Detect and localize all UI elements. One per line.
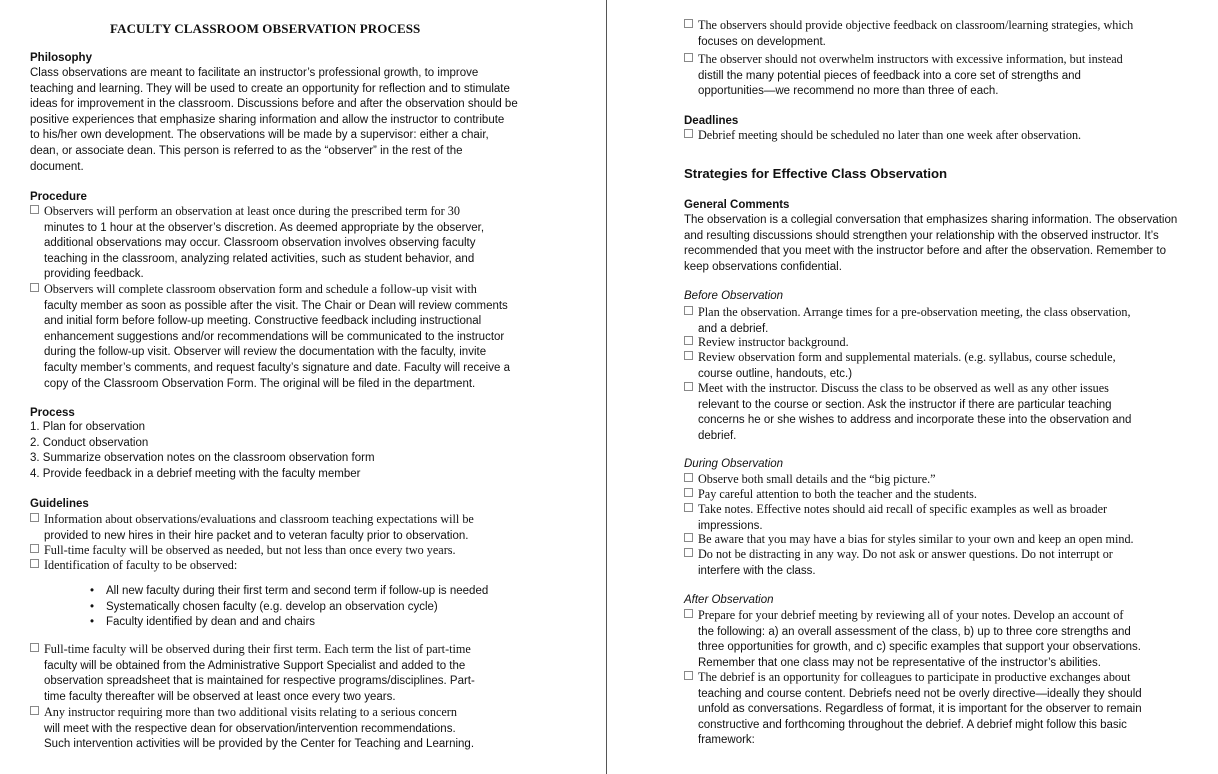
checkbox-icon xyxy=(684,382,693,391)
procedure-heading: Procedure xyxy=(30,191,87,203)
checkbox-icon xyxy=(30,513,39,522)
guideline-item: Information about observations/evaluations and classroom teaching expectations will be provided to new hires in their hire packet and to veteran faculty prior to observation. xyxy=(30,512,474,544)
after-observation-heading: After Observation xyxy=(684,594,774,606)
philosophy-line: ideas for improvement in the classroom. Discussions before and after the observation should be xyxy=(30,98,518,111)
after-item: The debrief is an opportunity for colleagues to participate in productive exchanges about teaching and course content. Debriefs need not be overly directive—ideally they should unfold as conversations. Regardless of format, it is important for the observer to remain constructive and forthcoming throughout the debrief. A debrief might follow this basic framework: xyxy=(684,670,1142,749)
before-observation-heading: Before Observation xyxy=(684,290,784,302)
general-comments-paragraph: The observation is a collegial conversation that emphasizes sharing information. The observation and resulting discussions should strengthen your relationship with the observed instructor. It’s recommended that you meet with the instructor before and after the observation. Remember to keep observations confidential. xyxy=(684,214,1178,273)
list-item: • All new faculty during their first term and second term if follow-up is needed xyxy=(90,584,488,600)
deadlines-heading: Deadlines xyxy=(684,115,739,127)
process-step: 4. Provide feedback in a debrief meeting with the faculty member xyxy=(30,467,361,480)
guideline-item: Full-time faculty will be observed as needed, but not less than once every two years. xyxy=(30,543,456,560)
checkbox-icon xyxy=(684,488,693,497)
during-item: Take notes. Effective notes should aid recall of specific examples as well as broader impressions. xyxy=(684,502,1107,534)
after-item: Prepare for your debrief meeting by reviewing all of your notes. Develop an account of the following: a) an overall assessment of the class, b) up to three core strengths and three opportunities for growth, and c) specific examples that support your observations. Remember that one class may not be representative of the instructor’s abilities. xyxy=(684,608,1141,671)
checkbox-icon xyxy=(30,643,39,652)
before-item: Plan the observation. Arrange times for a pre-observation meeting, the class observation, and a debrief. xyxy=(684,305,1131,337)
before-item: Meet with the instructor. Discuss the class to be observed as well as any other issues relevant to the course or section. Ask the instructor if there are particular teaching concerns he or she wishes to address and incorporate these into the observation and debrief. xyxy=(684,381,1131,444)
feedback-item: The observers should provide objective feedback on classroom/learning strategies, which focuses on development. xyxy=(684,18,1133,50)
checkbox-icon xyxy=(684,336,693,345)
philosophy-line: teaching and learning. They will be used to create an opportunity for reflection and to stimulate xyxy=(30,82,510,95)
checkbox-icon xyxy=(684,533,693,542)
philosophy-line: document. xyxy=(30,160,84,173)
process-heading: Process xyxy=(30,407,75,419)
checkbox-icon xyxy=(30,559,39,568)
philosophy-line: positive experiences that emphasize sharing information and allow the instructor to contribute xyxy=(30,113,505,126)
checkbox-icon xyxy=(30,544,39,553)
during-item: Be aware that you may have a bias for styles similar to your own and keep an open mind. xyxy=(684,532,1134,549)
before-item: Review instructor background. xyxy=(684,335,849,352)
process-list xyxy=(30,420,375,482)
checkbox-icon xyxy=(684,53,693,62)
procedure-item: Observers will complete classroom observation form and schedule a follow-up visit with faculty member as soon as possible after the visit. The Chair or Dean will review comments and initial form before follow-up meeting. Constructive feedback including instructional enhancement suggestions and/or recommendations will be communicated to the instructor during the follow-up visit. Observer will review the documentation with the faculty, invite faculty member’s comments, and request faculty’s signature and date. Faculty will receive a copy of the Classroom Observation Form. The original will be filed in the department. xyxy=(30,282,510,392)
checkbox-icon xyxy=(684,671,693,680)
strategies-heading: Strategies for Effective Class Observation xyxy=(684,166,948,181)
checkbox-icon xyxy=(684,503,693,512)
guideline-item: Full-time faculty will be observed during their first term. Each term the list of part-time faculty will be obtained from the Administrative Support Specialist and added to the observation spreadsheet that is maintained for respective programs/disciplines. Part- time faculty thereafter will be observed at least once every two years. xyxy=(30,642,475,705)
philosophy-line: Class observations are meant to facilitate an instructor’s professional growth, to improve xyxy=(30,67,479,79)
feedback-item: The observer should not overwhelm instructors with excessive information, but instead distill the many potential pieces of feedback into a core set of strengths and opportunities—we recommend no more than three of each. xyxy=(684,52,1123,100)
checkbox-icon xyxy=(684,548,693,557)
checkbox-icon xyxy=(30,205,39,214)
document-title: FACULTY CLASSROOM OBSERVATION PROCESS xyxy=(110,21,421,36)
guidelines-heading: Guidelines xyxy=(30,498,89,510)
guideline-item: Any instructor requiring more than two additional visits relating to a serious concern will meet with the respective dean for observation/intervention recommendations. Such intervention activities will be provided by the Center for Teaching and Learning. xyxy=(30,705,474,753)
during-observation-heading: During Observation xyxy=(684,458,784,470)
list-item: • Faculty identified by dean and and chairs xyxy=(90,615,488,631)
checkbox-icon xyxy=(684,129,693,138)
checkbox-icon xyxy=(684,306,693,315)
list-item: • Systematically chosen faculty (e.g. develop an observation cycle) xyxy=(90,600,488,616)
checkbox-icon xyxy=(30,706,39,715)
philosophy-heading: Philosophy xyxy=(30,52,92,64)
process-step: 2. Conduct observation xyxy=(30,436,149,449)
checkbox-icon xyxy=(684,473,693,482)
checkbox-icon xyxy=(684,351,693,360)
faculty-bullet-list xyxy=(90,584,488,631)
philosophy-paragraph xyxy=(30,66,518,175)
guideline-item: Identification of faculty to be observed: xyxy=(30,558,237,575)
procedure-item: Observers will perform an observation at least once during the prescribed term for 30 minutes to 1 hour at the observer’s discretion. As deemed appropriate by the observer, additional observations may occur. Classroom observation involves observing faculty teaching in the classroom, analyzing related activities, such as student behavior, and providing feedback. xyxy=(30,204,484,283)
checkbox-icon xyxy=(684,19,693,28)
during-item: Observe both small details and the “big picture.” xyxy=(684,472,936,489)
philosophy-line: dean, or associate dean. This person is referred to as the “observer” in the rest of the xyxy=(30,144,463,157)
general-comments-heading: General Comments xyxy=(684,199,790,211)
checkbox-icon xyxy=(30,283,39,292)
before-item: Review observation form and supplemental materials. (e.g. syllabus, course schedule, course outline, handouts, etc.) xyxy=(684,350,1116,382)
process-step: 1. Plan for observation xyxy=(30,421,146,433)
process-step: 3. Summarize observation notes on the classroom observation form xyxy=(30,452,375,465)
checkbox-icon xyxy=(684,609,693,618)
deadline-item: Debrief meeting should be scheduled no later than one week after observation. xyxy=(684,128,1081,145)
philosophy-line: to his/her own development. The observations will be made by a supervisor: either a chair, xyxy=(30,129,489,142)
page-divider xyxy=(606,0,607,774)
during-item: Pay careful attention to both the teacher and the students. xyxy=(684,487,977,504)
during-item: Do not be distracting in any way. Do not ask or answer questions. Do not interrupt or interfere with the class. xyxy=(684,547,1113,579)
